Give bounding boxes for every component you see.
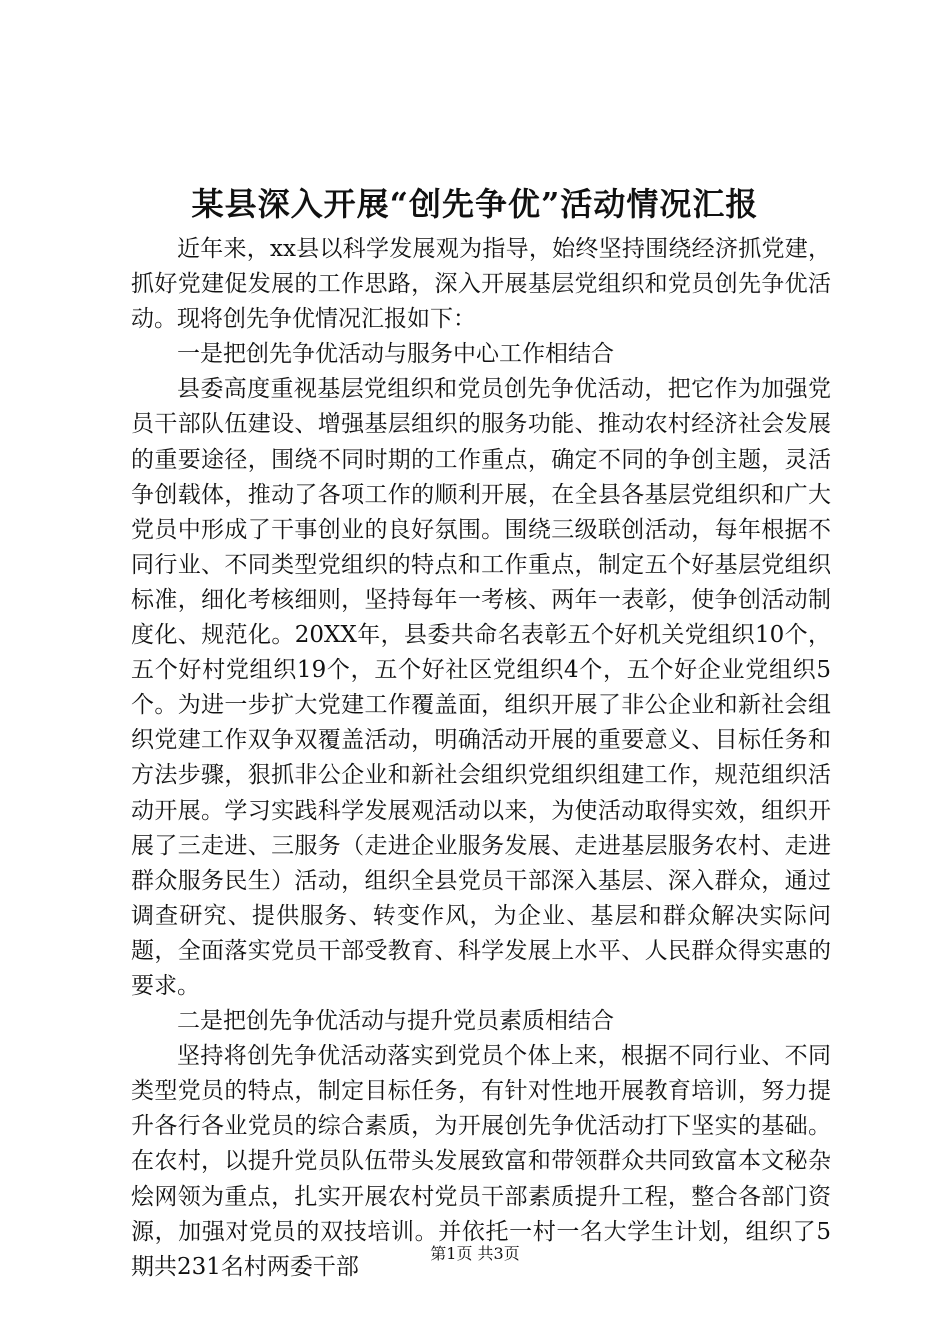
section-heading-1: 一是把创先争优活动与服务中心工作相结合 (177, 341, 614, 368)
section-2-paragraph: 坚持将创先争优活动落实到党员个体上来，根据不同行业、不同类型党员的特点，制定目标任务，有针对性地开展教育培训，努力提升各行各业党员的综合素质，为开展创先争优活动打下坚实的基础。在农村，以提升党员队伍带头发展致富和带领群众共同致富本文秘杂烩网领为重点，扎实开展农村党员干部素质提升工程，整合各部门资源，加强对党员的双技培训。并依托一村一名大学生计划，组织了5期共231名村两委干部 (131, 1043, 831, 1280)
section-heading-2: 二是把创先争优活动与提升党员素质相结合 (177, 1008, 614, 1035)
intro-paragraph: 近年来，xx县以科学发展观为指导，始终坚持围绕经济抓党建，抓好党建促发展的工作思路，深入开展基层党组织和党员创先争优活动。现将创先争优情况汇报如下： (131, 236, 831, 333)
document-title: 某县深入开展“创先争优”活动情况汇报 (191, 185, 759, 223)
page-footer: 第1页 共3页 (430, 1244, 520, 1263)
document-body (131, 232, 831, 1285)
section-1-paragraph: 县委高度重视基层党组织和党员创先争优活动，把它作为加强党员干部队伍建设、增强基层组织的服务功能、推动农村经济社会发展的重要途径，围绕不同时期的工作重点，确定不同的争创主题，灵活争创载体，推动了各项工作的顺利开展，在全县各基层党组织和广大党员中形成了干事创业的良好氛围。围绕三级联创活动，每年根据不同行业、不同类型党组织的特点和工作重点，制定五个好基层党组织标准，细化考核细则，坚持每年一考核、两年一表彰，使争创活动制度化、规范化。20XX年，县委共命名表彰五个好机关党组织10个，五个好村党组织19个，五个好社区党组织4个，五个好企业党组织5个。为进一步扩大党建工作覆盖面，组织开展了非公企业和新社会组织党建工作双争双覆盖活动，明确活动开展的重要意义、目标任务和方法步骤，狠抓非公企业和新社会组织党组织组建工作，规范组织活动开展。学习实践科学发展观活动以来，为使活动取得实效，组织开展了三走进、三服务（走进企业服务发展、走进基层服务农村、走进群众服务民生）活动，组织全县党员干部深入基层、深入群众，通过调查研究、提供服务、转变作风，为企业、基层和群众解决实际问题，全面落实党员干部受教育、科学发展上水平、人民群众得实惠的要求。 (131, 376, 831, 999)
